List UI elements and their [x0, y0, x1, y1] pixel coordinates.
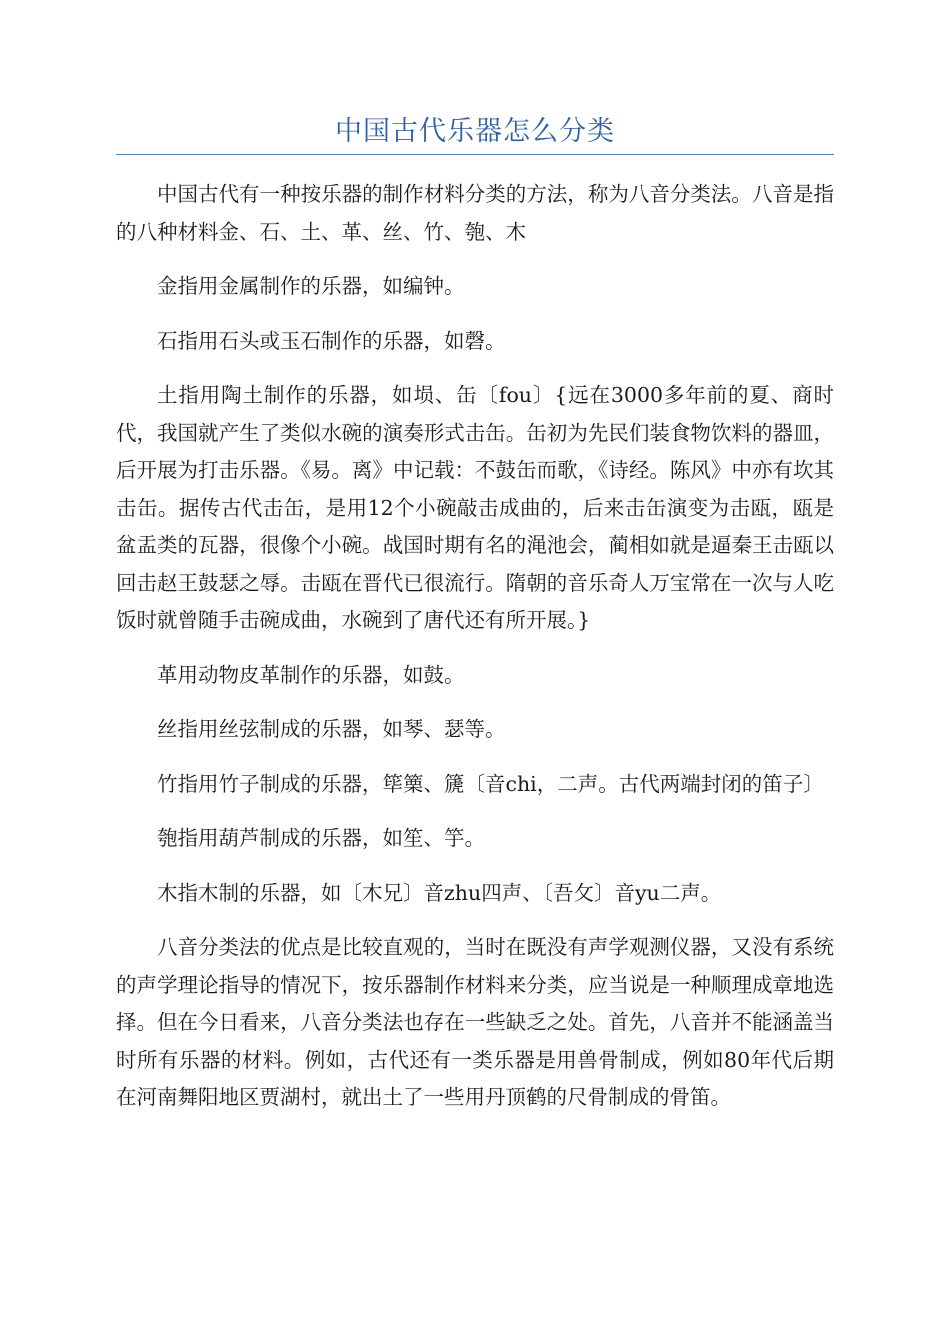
paragraph-silk: 丝指用丝弦制成的乐器，如琴、瑟等。 [157, 717, 506, 741]
paragraph-earth: 土指用陶土制作的乐器，如埙、缶〔fou〕{远在3000多年前的夏、商时代，我国就产生了类似水碗的演奏形式击缶。缶初为先民们装食物饮料的器皿，后开展为打击乐器。《易。离》中记载：不鼓缶而歌，《诗经。陈风》中亦有坎其击缶。据传古代击缶，是用12个小碗敲击成曲的，后来击缶演变为击瓯，瓯是盆盂类的瓦器，很像个小碗。战国时期有名的渑池会，蔺相如就是逼秦王击瓯以回击赵王鼓瑟之辱。击瓯在晋代已很流行。隋朝的音乐奇人万宝常在一次与人吃饭时就曾随手击碗成曲，水碗到了唐代还有所开展。} [116, 383, 834, 632]
paragraph-evaluation: 八音分类法的优点是比较直观的，当时在既没有声学观测仪器，又没有系统的声学理论指导的情况下，按乐器制作材料来分类，应当说是一种顺理成章地选择。但在今日看来，八音分类法也存在一些缺乏之处。首先，八音并不能涵盖当时所有乐器的材料。例如，古代还有一类乐器是用兽骨制成，例如80年代后期在河南舞阳地区贾湖村，就出土了一些用丹顶鹤的尺骨制成的骨笛。 [116, 935, 834, 1109]
paragraph-wood: 木指木制的乐器，如〔木兄〕音zhu四声、〔吾攵〕音yu二声。 [157, 880, 722, 905]
paragraph-gourd: 匏指用葫芦制成的乐器，如笙、竽。 [157, 826, 485, 850]
paragraph-intro: 中国古代有一种按乐器的制作材料分类的方法，称为八音分类法。八音是指的八种材料金、石、土、革、丝、竹、匏、木 [116, 182, 834, 244]
document-title: 中国古代乐器怎么分类 [335, 116, 615, 147]
title-underline [116, 154, 834, 155]
document-body [116, 176, 834, 1134]
paragraph-metal: 金指用金属制作的乐器，如编钟。 [157, 274, 465, 298]
paragraph-stone: 石指用石头或玉石制作的乐器，如磬。 [157, 328, 506, 353]
paragraph-leather: 革用动物皮革制作的乐器，如鼓。 [157, 662, 465, 687]
paragraph-bamboo: 竹指用竹子制成的乐器，筚篥、篪〔音chi，二声。古代两端封闭的笛子〕 [157, 771, 824, 796]
